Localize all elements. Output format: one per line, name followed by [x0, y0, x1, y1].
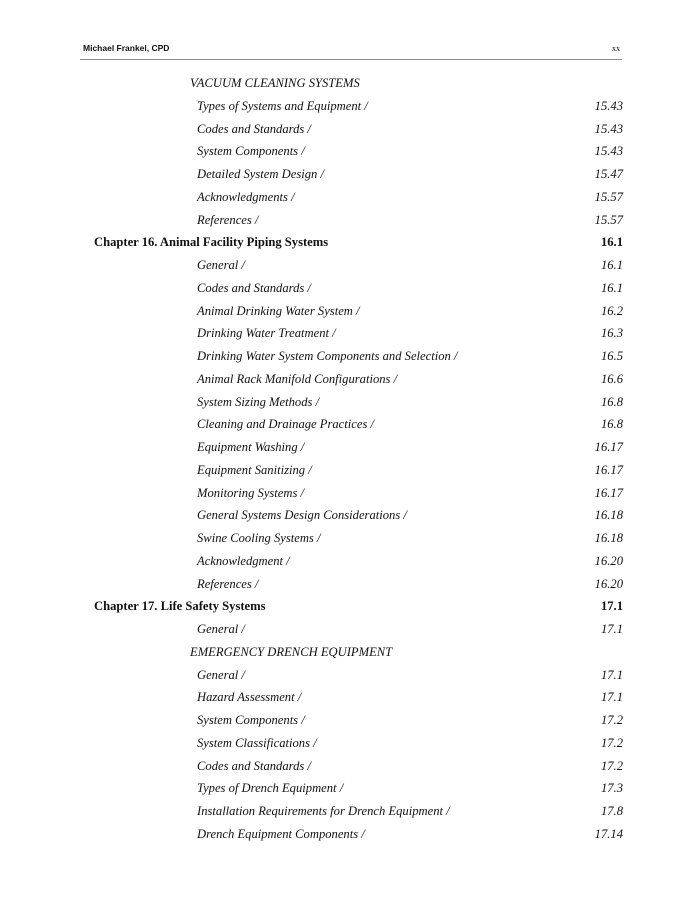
toc-entry-row: [0, 118, 695, 141]
toc-entry-row: [0, 527, 695, 550]
toc-title: Types of Systems and Equipment /: [197, 98, 368, 113]
toc-title: Chapter 16. Animal Facility Piping Systems: [94, 235, 329, 250]
toc-page-number: 16.5: [600, 349, 623, 363]
toc-page-number: 17.2: [600, 758, 623, 773]
toc-page-number: 15.43: [594, 121, 623, 136]
toc-entry-row: [0, 504, 695, 527]
toc-page-number: 16.6: [600, 371, 623, 386]
toc-entry-row: [0, 709, 695, 732]
toc-entry-row: [0, 732, 695, 755]
toc-entry-row: [0, 209, 695, 232]
toc-entry-row: [0, 322, 695, 345]
toc-title: System Components /: [197, 144, 305, 159]
toc-page-number: 15.47: [594, 167, 623, 181]
toc-title: Hazard Assessment /: [197, 690, 302, 705]
toc-page-number: 16.17: [594, 440, 623, 454]
toc-page-number: 16.17: [594, 485, 623, 500]
toc-title: Cleaning and Drainage Practices /: [197, 417, 374, 432]
toc-page-number: 17.8: [600, 804, 623, 818]
toc-entry-row: [0, 436, 695, 459]
toc-page-number: 16.17: [594, 462, 623, 477]
toc-page-number: 16.18: [594, 508, 623, 523]
toc-title: System Classifications /: [197, 735, 317, 750]
toc-entry-row: [0, 413, 695, 436]
toc-section-heading: [0, 72, 695, 95]
toc-title: Equipment Washing /: [197, 440, 305, 454]
toc-title: Installation Requirements for Drench Equipment /: [197, 804, 450, 818]
toc-entry-row: [0, 573, 695, 596]
toc-title: Drinking Water System Components and Selection /: [197, 349, 458, 363]
toc-title: Codes and Standards /: [197, 121, 311, 136]
toc-page-number: 17.1: [600, 622, 623, 636]
toc-title: References /: [197, 576, 259, 591]
toc-entry-row: [0, 140, 695, 163]
toc-page-number: 16.2: [600, 303, 623, 318]
toc-page-number: 17.3: [600, 781, 623, 796]
toc-title: Drinking Water Treatment /: [197, 326, 336, 341]
toc-entry-row: [0, 823, 695, 846]
page-header: [80, 43, 622, 60]
toc-title: Equipment Sanitizing /: [197, 462, 312, 477]
header-author: Michael Frankel, CPD: [83, 43, 170, 53]
toc-entry-row: [0, 459, 695, 482]
toc-page-number: 16.20: [594, 576, 623, 591]
toc-entry-row: [0, 618, 695, 641]
toc-entry-row: [0, 550, 695, 573]
toc-title: Codes and Standards /: [197, 280, 311, 295]
toc-page-number: 16.8: [600, 417, 623, 432]
toc-title: Acknowledgments /: [197, 189, 295, 204]
toc-chapter-row: [0, 231, 695, 254]
toc-title: References /: [197, 212, 259, 227]
toc-entry-row: [0, 95, 695, 118]
toc-title: Codes and Standards /: [197, 758, 311, 773]
toc-title: General /: [197, 667, 245, 682]
toc-title: Acknowledgment /: [197, 553, 290, 568]
toc-title: General /: [197, 258, 245, 272]
toc-title: Types of Drench Equipment /: [197, 781, 344, 796]
toc-entry-row: [0, 368, 695, 391]
table-of-contents: [0, 72, 695, 846]
header-page-number: xx: [612, 44, 620, 53]
toc-title: General Systems Design Considerations /: [197, 508, 407, 523]
toc-chapter-row: [0, 595, 695, 618]
toc-entry-row: [0, 277, 695, 300]
toc-page-number: 17.1: [600, 599, 623, 614]
toc-title: VACUUM CLEANING SYSTEMS: [190, 76, 360, 90]
toc-section-heading: [0, 641, 695, 664]
toc-entry-row: [0, 482, 695, 505]
toc-title: System Components /: [197, 713, 305, 727]
toc-entry-row: [0, 686, 695, 709]
toc-title: Monitoring Systems /: [197, 485, 305, 500]
toc-entry-row: [0, 163, 695, 186]
toc-title: Animal Drinking Water System /: [197, 303, 360, 318]
toc-page-number: 17.1: [600, 690, 623, 705]
toc-page-number: 17.2: [600, 713, 623, 727]
toc-title: System Sizing Methods /: [197, 394, 320, 409]
toc-entry-row: [0, 391, 695, 414]
toc-page-number: 16.1: [600, 235, 623, 250]
toc-page-number: 15.57: [594, 212, 623, 227]
toc-page-number: 16.1: [600, 258, 623, 272]
toc-entry-row: [0, 254, 695, 277]
toc-entry-row: [0, 664, 695, 687]
toc-entry-row: [0, 800, 695, 823]
toc-entry-row: [0, 186, 695, 209]
toc-page-number: 16.8: [600, 394, 623, 409]
toc-title: Chapter 17. Life Safety Systems: [94, 599, 266, 614]
toc-entry-row: [0, 345, 695, 368]
toc-page-number: 16.3: [600, 326, 623, 341]
toc-page-number: 15.57: [594, 189, 623, 204]
toc-page-number: 16.1: [600, 280, 623, 295]
toc-page-number: 17.1: [600, 667, 623, 682]
toc-page-number: 15.43: [594, 144, 623, 159]
toc-title: General /: [197, 622, 245, 636]
toc-title: Drench Equipment Components /: [197, 826, 365, 841]
toc-page-number: 17.14: [594, 826, 623, 841]
toc-title: Animal Rack Manifold Configurations /: [197, 371, 398, 386]
toc-entry-row: [0, 755, 695, 778]
toc-title: Detailed System Design /: [197, 167, 324, 181]
toc-entry-row: [0, 777, 695, 800]
toc-title: Swine Cooling Systems /: [197, 531, 321, 545]
toc-page-number: 17.2: [600, 735, 623, 750]
toc-page-number: 16.20: [594, 553, 623, 568]
toc-entry-row: [0, 300, 695, 323]
toc-page-number: 16.18: [594, 531, 623, 545]
toc-title: EMERGENCY DRENCH EQUIPMENT: [190, 644, 393, 659]
toc-page-number: 15.43: [594, 98, 623, 113]
